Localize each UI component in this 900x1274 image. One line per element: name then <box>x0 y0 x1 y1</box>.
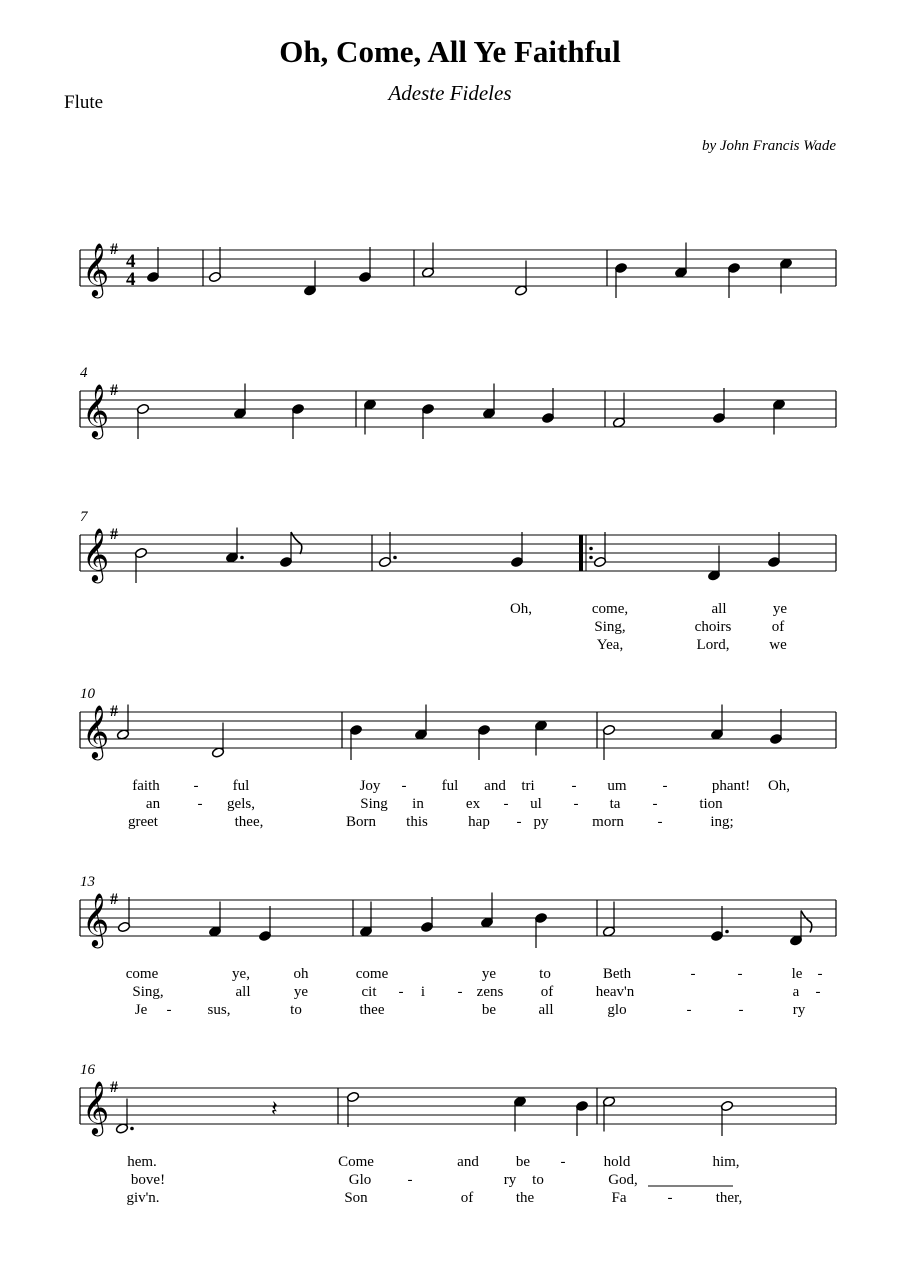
lyric-syllable: the <box>515 1190 535 1206</box>
lyric-syllable: in <box>412 796 424 812</box>
note <box>349 724 362 760</box>
treble-clef: 𝄞 <box>82 1082 110 1133</box>
lyric-syllable: ry <box>503 1172 517 1188</box>
note <box>211 723 224 759</box>
note <box>359 902 372 938</box>
note <box>602 724 615 760</box>
note <box>534 720 547 756</box>
subtitle: Adeste Fideles <box>388 81 512 105</box>
lyric-syllable: Yea, <box>596 637 624 653</box>
lyric-syllable: Beth <box>602 966 632 982</box>
repeat-dot <box>589 556 593 560</box>
lyric-syllable: come, <box>591 601 629 617</box>
measure-number: 7 <box>80 509 88 525</box>
note <box>513 1096 526 1132</box>
note <box>117 897 130 933</box>
staff-system <box>80 509 836 653</box>
lyric-syllable: hem. <box>127 1154 157 1170</box>
staff-system <box>80 1062 836 1206</box>
staff-system <box>80 241 836 298</box>
measure-number: 16 <box>80 1062 95 1078</box>
note <box>414 705 427 741</box>
note <box>575 1100 588 1136</box>
note <box>146 247 159 283</box>
lyric-syllable: ful <box>441 778 459 794</box>
lyric-syllable: um <box>607 778 627 794</box>
lyric-syllable: ye <box>772 601 788 617</box>
lyric-syllable: Je <box>134 1002 148 1018</box>
lyric-syllable: sus, <box>207 1002 231 1018</box>
note <box>116 705 129 741</box>
note <box>303 261 316 297</box>
note <box>710 705 723 741</box>
lyric-syllable: - <box>401 778 407 794</box>
lyric-syllable: - <box>193 778 199 794</box>
note <box>134 547 147 583</box>
lyric-syllable: be <box>515 1154 531 1170</box>
note <box>707 546 720 582</box>
lyric-syllable: ye <box>293 984 309 1000</box>
key-signature-sharp: # <box>110 703 118 720</box>
lyric-syllable: Glo <box>348 1172 372 1188</box>
lyric-syllable: Oh, <box>767 778 791 794</box>
lyric-syllable: God, <box>608 1172 638 1188</box>
instrument-name: Flute <box>64 92 104 113</box>
staff-system <box>80 686 836 830</box>
staff-system <box>80 365 836 439</box>
note <box>541 388 554 424</box>
lyric-syllable: morn <box>592 814 624 830</box>
note <box>233 384 246 420</box>
lyric-syllable: of <box>771 619 785 635</box>
note <box>712 388 725 424</box>
treble-clef: 𝄞 <box>82 529 110 580</box>
note <box>674 243 687 279</box>
note <box>534 912 547 948</box>
lyric-syllable: ful <box>232 778 250 794</box>
lyric-syllable: a <box>792 984 800 1000</box>
treble-clef: 𝄞 <box>82 244 110 295</box>
note <box>136 403 149 439</box>
lyric-syllable: be <box>481 1002 497 1018</box>
lyric-syllable: hold <box>603 1154 631 1170</box>
note <box>258 906 271 942</box>
lyric-syllable: and <box>484 778 506 794</box>
lyric-syllable: all <box>538 1002 554 1018</box>
lyric-syllable: of <box>540 984 554 1000</box>
lyric-syllable: - <box>652 796 658 812</box>
measure-number: 13 <box>80 874 95 890</box>
lyric-syllable: come <box>355 966 389 982</box>
lyric-syllable: - <box>166 1002 172 1018</box>
lyric-syllable: oh <box>293 966 309 982</box>
composer: by John Francis Wade <box>701 138 836 154</box>
augmentation-dot <box>240 556 244 560</box>
flag <box>801 911 812 933</box>
lyric-syllable: we <box>769 637 787 653</box>
lyric-syllable: ta <box>609 796 621 812</box>
note <box>769 709 782 745</box>
augmentation-dot <box>393 556 397 560</box>
lyric-syllable: Oh, <box>509 601 533 617</box>
note <box>720 1100 733 1136</box>
lyric-syllable: - <box>407 1172 413 1188</box>
lyric-syllable: this <box>406 814 428 830</box>
lyric-syllable: le <box>791 966 803 982</box>
lyric-syllable: ex <box>465 796 481 812</box>
lyric-syllable: come <box>125 966 159 982</box>
lyric-syllable: ye, <box>232 966 250 982</box>
note <box>420 897 433 933</box>
treble-clef: 𝄞 <box>82 385 110 436</box>
key-signature-sharp: # <box>110 891 118 908</box>
note <box>477 724 490 760</box>
quarter-rest: 𝄽 <box>271 1096 278 1121</box>
key-signature-sharp: # <box>110 382 118 399</box>
note <box>421 403 434 439</box>
note <box>208 902 221 938</box>
lyric-syllable: ry <box>792 1002 806 1018</box>
note <box>115 1099 133 1135</box>
note <box>614 262 627 298</box>
note <box>779 258 792 294</box>
lyric-syllable: - <box>690 966 696 982</box>
lyric-syllable: all <box>235 984 251 1000</box>
lyric-syllable: tri <box>521 778 535 794</box>
note <box>612 393 625 429</box>
lyric-syllable: Sing, <box>594 619 626 635</box>
lyric-syllable: - <box>573 796 579 812</box>
staff-system <box>80 874 836 1018</box>
lyric-syllable: gels, <box>227 796 255 812</box>
lyric-syllable: thee <box>359 1002 385 1018</box>
lyric-syllable: - <box>686 1002 692 1018</box>
lyric-syllable: - <box>398 984 404 1000</box>
lyric-syllable: tion <box>699 796 723 812</box>
lyric-syllable: greet <box>128 814 158 830</box>
repeat-dot <box>589 547 593 551</box>
lyric-syllable: - <box>737 966 743 982</box>
lyric-syllable: choirs <box>694 619 732 635</box>
augmentation-dot <box>130 1127 134 1131</box>
lyric-syllable: i <box>420 984 426 1000</box>
note <box>514 261 527 297</box>
lyric-syllable: him, <box>712 1154 740 1170</box>
lyric-syllable: cit <box>361 984 377 1000</box>
lyric-syllable: Lord, <box>696 637 730 653</box>
lyric-syllable: to <box>539 966 551 982</box>
lyric-syllable: Sing <box>360 796 388 812</box>
note <box>593 532 606 568</box>
lyric-syllable: - <box>667 1190 673 1206</box>
title: Oh, Come, All Ye Faithful <box>279 34 621 69</box>
time-signature-bottom: 4 <box>126 269 136 290</box>
note <box>789 911 811 947</box>
note <box>772 399 785 435</box>
lyric-syllable: hap <box>468 814 490 830</box>
lyric-syllable: - <box>197 796 203 812</box>
lyric-syllable: Son <box>344 1190 368 1206</box>
lyric-syllable: zens <box>476 984 504 1000</box>
lyric-syllable: Born <box>346 814 376 830</box>
lyric-syllable: Sing, <box>132 984 164 1000</box>
lyric-syllable: ing; <box>710 814 734 830</box>
lyric-syllable: - <box>657 814 663 830</box>
key-signature-sharp: # <box>110 526 118 543</box>
lyric-syllable: all <box>711 601 727 617</box>
note <box>482 384 495 420</box>
lyric-syllable: - <box>815 984 821 1000</box>
lyric-syllable: heav'n <box>595 984 635 1000</box>
lyric-syllable: - <box>516 814 522 830</box>
lyric-syllable: of <box>460 1190 474 1206</box>
key-signature-sharp: # <box>110 241 118 258</box>
lyric-syllable: an <box>145 796 161 812</box>
note <box>510 532 523 568</box>
note <box>363 399 376 435</box>
note <box>480 893 493 929</box>
note <box>225 528 243 564</box>
lyric-syllable: to <box>290 1002 302 1018</box>
treble-clef: 𝄞 <box>82 706 110 757</box>
measure-number: 4 <box>80 365 88 381</box>
lyric-syllable: - <box>560 1154 566 1170</box>
lyric-syllable: py <box>533 814 549 830</box>
note <box>346 1091 359 1127</box>
note <box>421 243 434 279</box>
lyric-syllable: giv'n. <box>126 1190 160 1206</box>
lyric-syllable: Joy <box>359 778 381 794</box>
lyric-syllable: ul <box>530 796 542 812</box>
key-signature-sharp: # <box>110 1079 118 1096</box>
note <box>602 1096 615 1132</box>
lyric-syllable: phant! <box>711 778 751 794</box>
treble-clef: 𝄞 <box>82 894 110 945</box>
lyric-syllable: - <box>457 984 463 1000</box>
note <box>767 532 780 568</box>
lyric-syllable: ther, <box>715 1190 743 1206</box>
time-signature-top: 4 <box>126 251 136 272</box>
repeat-start-barline <box>579 535 583 571</box>
note <box>727 262 740 298</box>
note <box>602 902 615 938</box>
lyric-syllable: bove! <box>130 1172 166 1188</box>
lyric-syllable: and <box>457 1154 479 1170</box>
note <box>291 403 304 439</box>
lyric-syllable: Fa <box>611 1190 627 1206</box>
lyric-syllable: - <box>817 966 823 982</box>
note <box>208 247 221 283</box>
note <box>358 247 371 283</box>
lyric-syllable: Come <box>338 1154 374 1170</box>
lyric-syllable: glo <box>607 1002 627 1018</box>
lyric-syllable: - <box>738 1002 744 1018</box>
lyric-syllable: to <box>532 1172 544 1188</box>
lyric-syllable: ye <box>481 966 497 982</box>
augmentation-dot <box>725 930 729 934</box>
lyric-syllable: thee, <box>234 814 264 830</box>
lyric-syllable: - <box>662 778 668 794</box>
lyric-syllable: - <box>571 778 577 794</box>
lyric-syllable: faith <box>132 778 160 794</box>
lyric-syllable: - <box>503 796 509 812</box>
measure-number: 10 <box>80 686 95 702</box>
